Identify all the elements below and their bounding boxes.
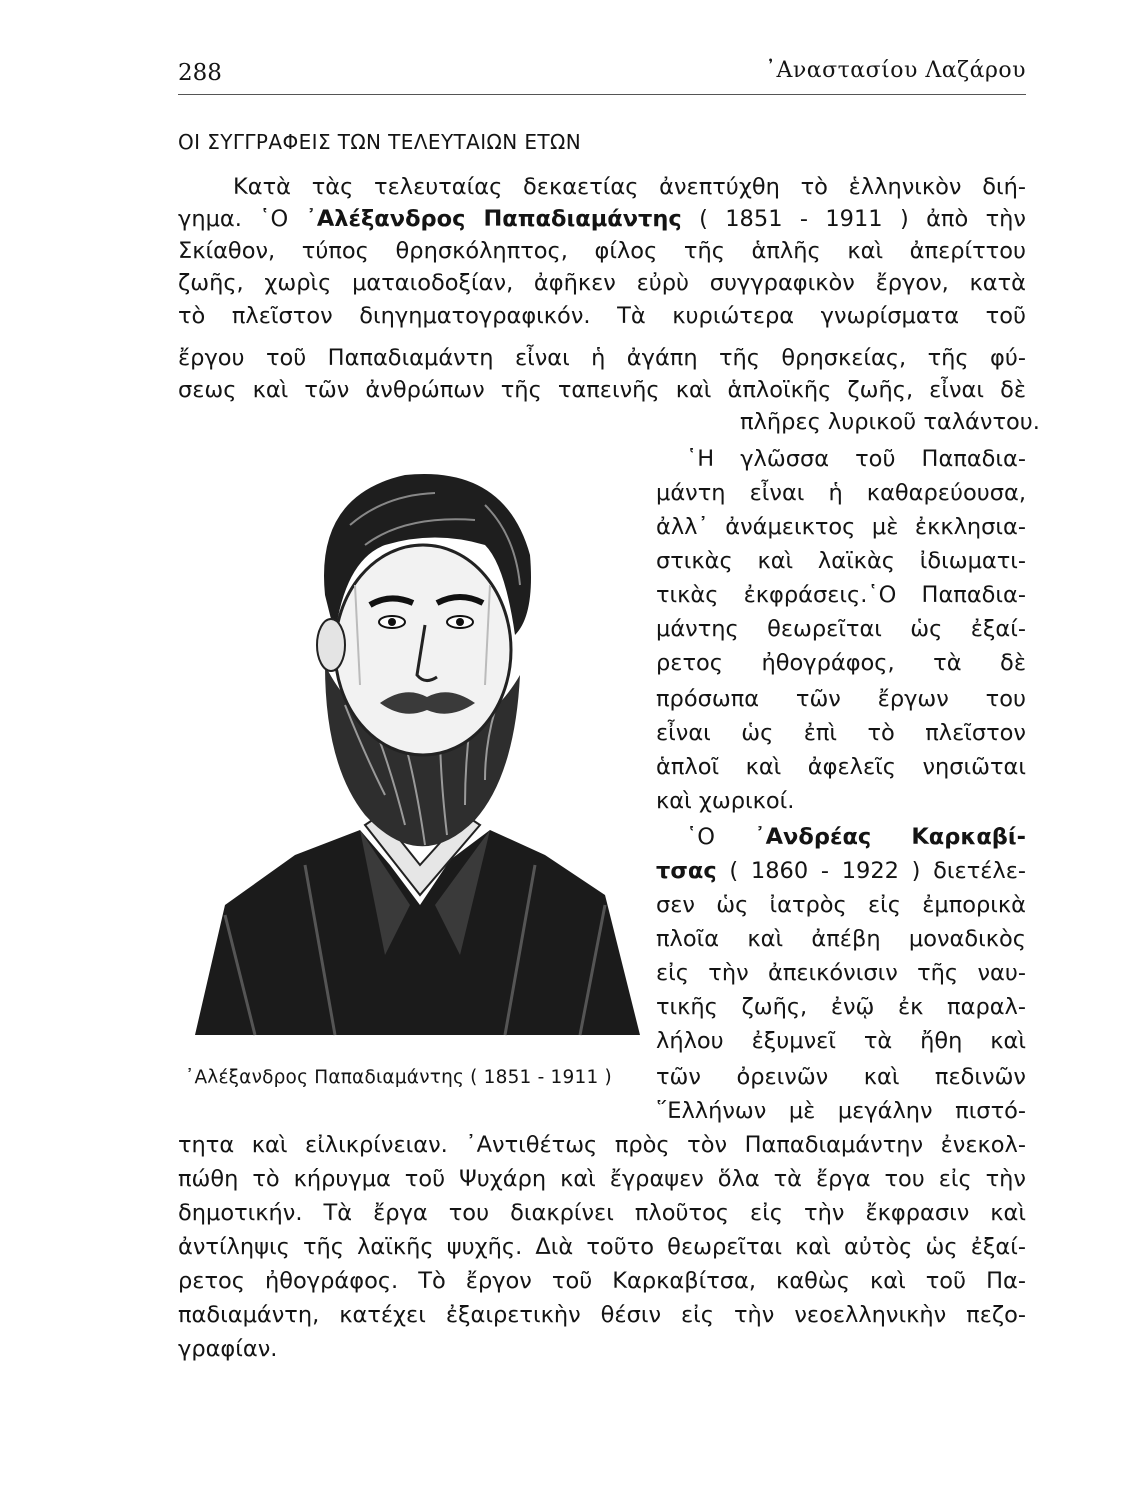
- p3-line-6: τικῆς ζωῆς, ἐνῷ ἐκ παραλ-: [656, 994, 1026, 1020]
- p1-line-5: τὸ πλεῖστον διηγηματογραφικόν. Τὰ κυριώτερα γνωρίσματα τοῦ: [178, 303, 1026, 329]
- p3-line-12: δημοτικήν. Τὰ ἔργα του διακρίνει πλοῦτος εἰς τὴν ἔκφρασιν καὶ: [178, 1200, 1026, 1226]
- p3-line-1-start: ῾Ο: [686, 824, 715, 850]
- p3-line-1: [656, 822, 1026, 852]
- p1-line-7: σεως καὶ τῶν ἀνθρώπων τῆς ταπεινῆς καὶ ἁπλοϊκῆς ζωῆς, εἶναι δὲ: [178, 377, 1026, 403]
- p3-line-5: εἰς τὴν ἀπεικόνισιν τῆς ναυ-: [656, 960, 1026, 986]
- papadiamantis-name: ᾿Αλέξανδρος Παπαδιαμάντης: [305, 206, 682, 232]
- p3-line-16: γραφίαν.: [178, 1336, 278, 1362]
- p1-line-4: ζωῆς, χωρὶς ματαιοδοξίαν, ἀφῆκεν εὐρὺ συγγραφικὸν ἔργον, κατὰ: [178, 270, 1026, 296]
- p1-line-2-end: ( 1851 - 1911 ) ἀπὸ τὴν: [699, 206, 1026, 232]
- running-head: ᾿Αναστασίου Λαζάρου: [765, 58, 1026, 83]
- p2-line-6: μάντης θεωρεῖται ὡς ἐξαί-: [656, 616, 1026, 642]
- p3-line-7: λήλου ἐξυμνεῖ τὰ ἤθη καὶ: [656, 1028, 1026, 1054]
- p1-line-6: ἔργου τοῦ Παπαδιαμάντη εἶναι ἡ ἀγάπη τῆς θρησκείας, τῆς φύ-: [178, 345, 1026, 371]
- p2-line-4: στικὰς καὶ λαϊκὰς ἰδιωματι-: [656, 548, 1026, 574]
- p2-line-9: εἶναι ὡς ἐπὶ τὸ πλεῖστον: [656, 720, 1026, 746]
- portrait-illustration: [185, 435, 645, 1060]
- p3-line-3: σεν ὡς ἰατρὸς εἰς ἐμπορικὰ: [656, 892, 1026, 918]
- p3-line-9: ῞Ελλήνων μὲ μεγάλην πιστό-: [656, 1098, 1026, 1124]
- p1-line-2: [178, 204, 1026, 234]
- p3-line-4: πλοῖα καὶ ἀπέβη μοναδικὸς: [656, 926, 1026, 952]
- karkavitsas-name-part2: τσας: [656, 858, 717, 884]
- p2-line-7: ρετος ἠθογράφος, τὰ δὲ: [656, 650, 1026, 676]
- p2-line-8: πρόσωπα τῶν ἔργων του: [656, 686, 1026, 712]
- p3-line-10: τητα καὶ εἰλικρίνειαν. ᾿Αντιθέτως πρὸς τὸν Παπαδιαμάντην ἐνεκολ-: [178, 1132, 1026, 1158]
- p3-line-2-end: ( 1860 - 1922 ) διετέλε-: [729, 858, 1026, 884]
- p2-line-2: μάντη εἶναι ἡ καθαρεύουσα,: [656, 480, 1026, 506]
- p2-line-11: καὶ χωρικοί.: [656, 788, 795, 814]
- p1-line-8: πλῆρες λυρικοῦ ταλάντου.: [740, 409, 1040, 435]
- p3-line-13: ἀντίληψις τῆς λαϊκῆς ψυχῆς. Διὰ τοῦτο θεωρεῖται καὶ αὐτὸς ὡς ἐξαί-: [178, 1234, 1026, 1260]
- p1-line-1: Κατὰ τὰς τελευταίας δεκαετίας ἀνεπτύχθη τὸ ἑλληνικὸν διή-: [233, 174, 1026, 200]
- page-number: 288: [178, 60, 222, 86]
- section-heading: ΟΙ ΣΥΓΓΡΑΦΕΙΣ ΤΩΝ ΤΕΛΕΥΤΑΙΩΝ ΕΤΩΝ: [178, 130, 582, 154]
- karkavitsas-name-part1: ᾿Ανδρέας Καρκαβί-: [754, 824, 1027, 850]
- p3-line-14: ρετος ἠθογράφος. Τὸ ἔργον τοῦ Καρκαβίτσα, καθὼς καὶ τοῦ Πα-: [178, 1268, 1026, 1294]
- page-header: [178, 56, 1026, 95]
- p3-line-11: πώθη τὸ κήρυγμα τοῦ Ψυχάρη καὶ ἔγραψεν ὅλα τὰ ἔργα του εἰς τὴν: [178, 1166, 1026, 1192]
- p3-line-8: τῶν ὀρεινῶν καὶ πεδινῶν: [656, 1064, 1026, 1090]
- p2-line-1: ῾Η γλῶσσα τοῦ Παπαδια-: [686, 446, 1026, 472]
- p1-line-3: Σκίαθον, τύπος θρησκόληπτος, φίλος τῆς ἁπλῆς καὶ ἀπερίττου: [178, 238, 1026, 264]
- p2-line-3: ἀλλ᾿ ἀνάμεικτος μὲ ἐκκλησια-: [656, 514, 1026, 540]
- p1-line-2-start: γημα. ῾Ο: [178, 206, 289, 232]
- p2-line-5: τικὰς ἐκφράσεις.῾Ο Παπαδια-: [656, 582, 1026, 608]
- portrait-caption: ᾿Αλέξανδρος Παπαδιαμάντης ( 1851 - 1911 ): [185, 1067, 612, 1088]
- p2-line-10: ἁπλοῖ καὶ ἀφελεῖς νησιῶται: [656, 754, 1026, 780]
- p3-line-2: [656, 856, 1026, 886]
- p3-line-15: παδιαμάντη, κατέχει ἐξαιρετικὴν θέσιν εἰς τὴν νεοελληνικὴν πεζο-: [178, 1302, 1026, 1328]
